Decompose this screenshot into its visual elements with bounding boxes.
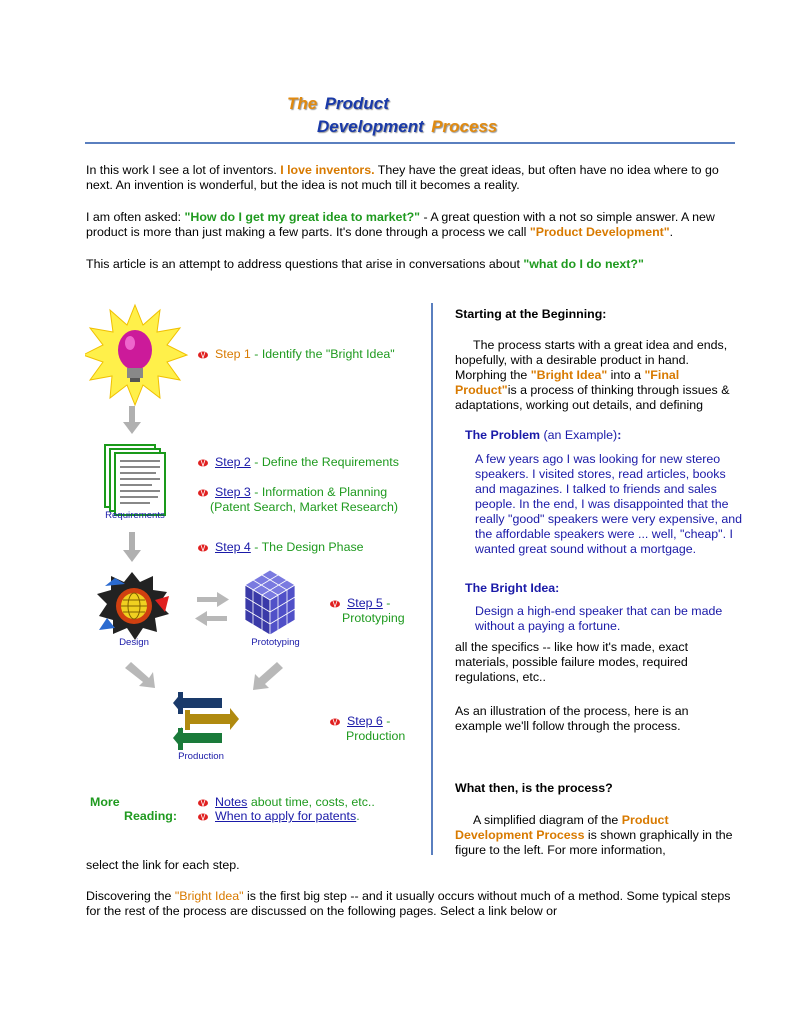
gear-globe-icon	[97, 572, 169, 640]
step-2-link[interactable]: Step 2	[215, 455, 251, 469]
bullet-icon	[197, 459, 209, 467]
title-the: The	[287, 94, 318, 113]
step-5: Step 5 -	[329, 596, 390, 611]
arrows-icon	[125, 662, 283, 690]
right-paragraph-2: all the specifics -- like how it's made, exact materials, possible failure modes, required regulations, etc..	[455, 640, 689, 684]
bullet-icon	[197, 799, 209, 807]
heading-process: What then, is the process?	[455, 781, 613, 795]
right-paragraph-3: As an illustration of the process, here is an example we'll follow through the process.	[455, 704, 689, 733]
caption-design: Design	[119, 637, 149, 648]
step-5-detail: Prototyping	[342, 611, 405, 625]
step-3-link[interactable]: Step 3	[215, 485, 251, 499]
step-3-detail: (Patent Search, Market Research)	[210, 500, 399, 514]
step-6: Step 6 -	[329, 714, 390, 729]
step-4: Step 4 - The Design Phase	[197, 540, 364, 555]
step-6-detail: Production	[346, 729, 406, 743]
bullet-icon	[197, 813, 209, 821]
bottom-line-1: select the link for each step.	[86, 858, 240, 872]
arrow-down-icon	[123, 406, 141, 434]
cube-icon	[245, 570, 295, 635]
bullet-icon	[197, 544, 209, 552]
problem-text: A few years ago I was looking for new stereo speakers. I visited stores, read articles, books and magazines. I talked to friends and sales people. In the end, I was disappointed that the really "good" speakers were very expensive, and the affordable speakers were ... well, "cheap". I wanted great sound without a mortgage.	[475, 452, 743, 556]
right-paragraph-1: The process starts with a great idea and ends, hopefully, with a desirable product in hand. Morphing the "Bright Idea" into a "Final Product"is a process of thinking through issues & adaptations, working out details, and defining	[455, 338, 730, 412]
caption-prototyping: Prototyping	[251, 637, 300, 648]
column-divider	[431, 303, 433, 855]
bullet-icon	[329, 600, 341, 608]
bullet-icon	[329, 718, 341, 726]
step-2: Step 2 - Define the Requirements	[197, 455, 399, 470]
caption-requirements: Requirements	[105, 510, 165, 521]
notes-link[interactable]: Notes	[215, 795, 248, 809]
more-reading-label-2: Reading:	[124, 809, 178, 823]
step-5-link[interactable]: Step 5	[347, 596, 383, 610]
step-1: Step 1 - Identify the "Bright Idea"	[197, 347, 395, 362]
step-4-link[interactable]: Step 4	[215, 540, 251, 554]
more-reading-label-1: More	[90, 795, 120, 809]
title-rule	[85, 142, 735, 144]
light-bulb-icon	[85, 305, 187, 405]
bright-idea-text: Design a high-end speaker that can be made without a paying a fortune.	[475, 604, 723, 633]
bottom-paragraph: Discovering the "Bright Idea" is the first big step -- and it usually occurs without much of a method. Some typical steps for the rest of the process are discussed on the following pages. Select a link below or	[86, 889, 731, 918]
page-title	[287, 92, 547, 140]
title-product: Product	[324, 94, 389, 113]
intro-paragraph-1: In this work I see a lot of inventors. I love inventors. They have the great ideas, but often have no idea where to go next. An invention is wonderful, but the idea is not much till it becomes a reality.	[86, 163, 719, 192]
more-reading-item-1: Notes about time, costs, etc..	[197, 795, 375, 810]
intro-paragraph-3: This article is an attempt to address questions that arise in conversations about "what do I do next?"	[86, 257, 644, 271]
arrows-icon	[195, 592, 229, 626]
intro-paragraph-2: I am often asked: "How do I get my great idea to market?" - A great question with a not so simple answer. A new product is more than just making a few parts. It's done through a process we call "Product Development".	[86, 210, 715, 239]
title-process: Process	[431, 117, 498, 136]
bright-idea-heading: The Bright Idea:	[465, 581, 560, 595]
document-stack-icon	[105, 445, 165, 515]
production-arrows-icon	[173, 692, 239, 750]
caption-production: Production	[178, 751, 224, 762]
bullet-icon	[197, 489, 209, 497]
more-reading-item-2: When to apply for patents.	[197, 809, 360, 824]
arrow-down-icon	[123, 532, 141, 562]
title-development: Development	[317, 117, 424, 136]
patents-link[interactable]: When to apply for patents	[215, 809, 357, 823]
problem-heading: The Problem (an Example):	[465, 428, 622, 442]
right-paragraph-4: A simplified diagram of the Product Development Process is shown graphically in the figure to the left. For more information,	[455, 813, 733, 857]
step-3: Step 3 - Information & Planning	[197, 485, 387, 500]
heading-starting: Starting at the Beginning:	[455, 307, 607, 321]
step-6-link[interactable]: Step 6	[347, 714, 383, 728]
bullet-icon	[197, 351, 209, 359]
